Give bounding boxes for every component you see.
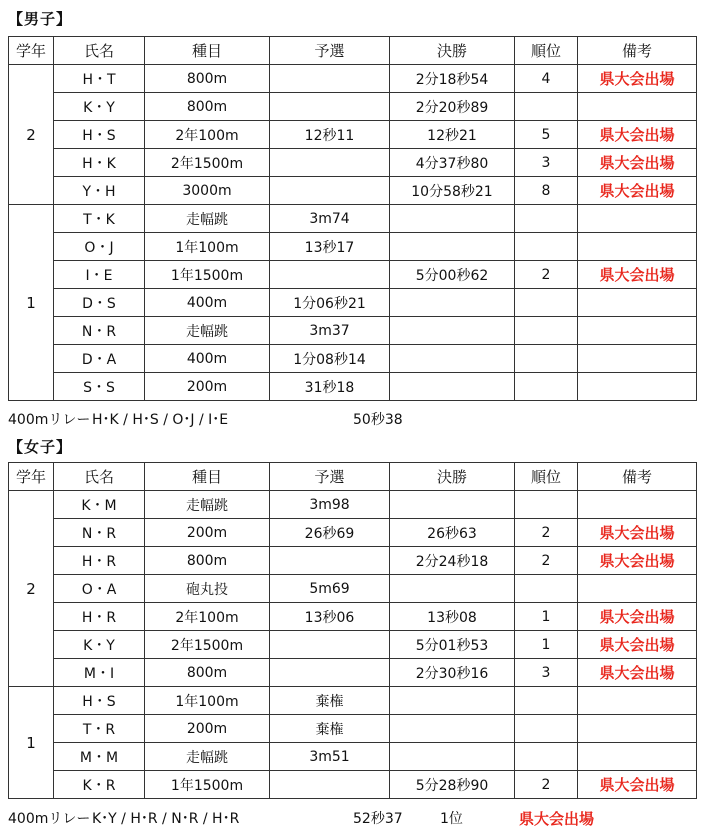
prelim-cell [270,93,390,121]
table-row [9,687,697,715]
name-cell: O・A [54,575,145,603]
event-cell: 砲丸投 [145,575,270,603]
rank-cell: 8 [515,177,578,205]
table-row [9,373,697,401]
table-row [9,603,697,631]
column-header: 順位 [515,463,578,491]
relay-note: 県大会出場 [519,810,595,828]
grade-cell: 1 [9,687,54,799]
final-cell: 5分28秒90 [390,771,515,799]
note-cell: 県大会出場 [578,631,697,659]
event-cell: 200m [145,373,270,401]
note-cell: 県大会出場 [578,177,697,205]
rank-cell [515,289,578,317]
column-header: 学年 [9,463,54,491]
rank-cell [515,317,578,345]
relay-rank: 1位 [440,811,463,827]
event-cell: 走幅跳 [145,491,270,519]
rank-cell [515,373,578,401]
note-cell: 県大会出場 [578,603,697,631]
table-row [9,519,697,547]
name-cell: N・R [54,317,145,345]
event-cell: 走幅跳 [145,317,270,345]
final-cell [390,743,515,771]
name-cell: M・I [54,659,145,687]
event-cell: 走幅跳 [145,205,270,233]
note-cell: 県大会出場 [578,659,697,687]
table-row [9,233,697,261]
final-cell: 5分00秒62 [390,261,515,289]
column-header: 学年 [9,37,54,65]
final-cell: 13秒08 [390,603,515,631]
table-row [9,121,697,149]
final-cell: 2分30秒16 [390,659,515,687]
event-cell: 800m [145,93,270,121]
final-cell [390,575,515,603]
name-cell: K・Y [54,93,145,121]
table-row [9,547,697,575]
rank-cell: 1 [515,603,578,631]
note-cell [578,715,697,743]
note-cell [578,233,697,261]
column-header: 予選 [270,37,390,65]
table-row [9,715,697,743]
prelim-cell: 棄権 [270,687,390,715]
table-row [9,631,697,659]
name-cell: H・S [54,687,145,715]
note-cell [578,345,697,373]
final-cell: 10分58秒21 [390,177,515,205]
column-header: 決勝 [390,37,515,65]
final-cell [390,491,515,519]
final-cell: 2分20秒89 [390,93,515,121]
rank-cell [515,205,578,233]
column-header: 備考 [578,463,697,491]
prelim-cell: 31秒18 [270,373,390,401]
final-cell: 2分18秒54 [390,65,515,93]
name-cell: K・Y [54,631,145,659]
boys-results-table [8,36,697,401]
note-cell: 県大会出場 [578,65,697,93]
note-cell: 県大会出場 [578,121,697,149]
table-row [9,491,697,519]
rank-cell: 3 [515,149,578,177]
note-cell [578,491,697,519]
table-row [9,205,697,233]
table-row [9,261,697,289]
table-row [9,177,697,205]
event-cell: 1年100m [145,687,270,715]
name-cell: Y・H [54,177,145,205]
final-cell [390,205,515,233]
table-row [9,149,697,177]
prelim-cell: 13秒17 [270,233,390,261]
relay-members: K･Y / H･R / N･R / H･R [92,811,240,827]
event-cell: 2年100m [145,121,270,149]
rank-cell [515,233,578,261]
event-cell: 2年1500m [145,631,270,659]
name-cell: H・T [54,65,145,93]
column-header: 氏名 [54,37,145,65]
rank-cell: 2 [515,519,578,547]
final-cell [390,289,515,317]
final-cell [390,345,515,373]
relay-members: H･K / H･S / O･J / I･E [92,412,229,428]
note-cell [578,575,697,603]
event-cell: 走幅跳 [145,743,270,771]
column-header: 決勝 [390,463,515,491]
event-cell: 1年1500m [145,771,270,799]
column-header: 種目 [145,37,270,65]
table-row [9,93,697,121]
name-cell: N・R [54,519,145,547]
event-cell: 800m [145,65,270,93]
event-cell: 200m [145,715,270,743]
note-cell [578,289,697,317]
name-cell: K・M [54,491,145,519]
table-row [9,771,697,799]
note-cell: 県大会出場 [578,261,697,289]
prelim-cell: 3m37 [270,317,390,345]
column-header: 予選 [270,463,390,491]
rank-cell: 2 [515,771,578,799]
event-cell: 400m [145,345,270,373]
name-cell: S・S [54,373,145,401]
final-cell [390,715,515,743]
note-cell: 県大会出場 [578,519,697,547]
prelim-cell: 12秒11 [270,121,390,149]
prelim-cell: 1分06秒21 [270,289,390,317]
table-row [9,289,697,317]
final-cell: 4分37秒80 [390,149,515,177]
prelim-cell [270,547,390,575]
relay-label: 400mリレー [8,811,91,827]
prelim-cell [270,261,390,289]
prelim-cell: 棄権 [270,715,390,743]
prelim-cell: 5m69 [270,575,390,603]
girls-results-table [8,462,697,799]
prelim-cell [270,65,390,93]
note-cell [578,205,697,233]
final-cell: 12秒21 [390,121,515,149]
boys-section-title: 【男子】 [8,10,73,28]
table-row [9,345,697,373]
grade-cell: 1 [9,205,54,401]
grade-cell: 2 [9,491,54,687]
rank-cell: 1 [515,631,578,659]
girls-section-title: 【女子】 [8,438,73,456]
final-cell [390,373,515,401]
final-cell: 5分01秒53 [390,631,515,659]
rank-cell: 4 [515,65,578,93]
event-cell: 800m [145,547,270,575]
note-cell: 県大会出場 [578,149,697,177]
final-cell [390,687,515,715]
event-cell: 1年1500m [145,261,270,289]
note-cell [578,317,697,345]
rank-cell [515,687,578,715]
column-header: 順位 [515,37,578,65]
name-cell: K・R [54,771,145,799]
prelim-cell: 26秒69 [270,519,390,547]
note-cell [578,93,697,121]
note-cell: 県大会出場 [578,771,697,799]
prelim-cell: 3m98 [270,491,390,519]
rank-cell [515,345,578,373]
rank-cell [515,93,578,121]
prelim-cell: 1分08秒14 [270,345,390,373]
header-row [9,37,697,65]
name-cell: H・R [54,547,145,575]
event-cell: 400m [145,289,270,317]
column-header: 備考 [578,37,697,65]
event-cell: 200m [145,519,270,547]
note-cell [578,743,697,771]
name-cell: I・E [54,261,145,289]
final-cell [390,317,515,345]
final-cell [390,233,515,261]
table-row [9,659,697,687]
prelim-cell [270,631,390,659]
prelim-cell [270,771,390,799]
event-cell: 3000m [145,177,270,205]
note-cell [578,373,697,401]
rank-cell [515,575,578,603]
prelim-cell [270,149,390,177]
name-cell: H・S [54,121,145,149]
name-cell: D・A [54,345,145,373]
event-cell: 2年100m [145,603,270,631]
column-header: 氏名 [54,463,145,491]
column-header: 種目 [145,463,270,491]
prelim-cell: 13秒06 [270,603,390,631]
event-cell: 2年1500m [145,149,270,177]
event-cell: 800m [145,659,270,687]
rank-cell [515,743,578,771]
relay-time: 50秒38 [353,412,403,428]
name-cell: T・R [54,715,145,743]
rank-cell [515,715,578,743]
rank-cell: 2 [515,547,578,575]
name-cell: H・K [54,149,145,177]
relay-label: 400mリレー [8,412,91,428]
prelim-cell [270,177,390,205]
table-row [9,65,697,93]
prelim-cell [270,659,390,687]
name-cell: O・J [54,233,145,261]
table-row [9,743,697,771]
name-cell: D・S [54,289,145,317]
final-cell: 26秒63 [390,519,515,547]
relay-time: 52秒37 [353,811,403,827]
header-row [9,463,697,491]
rank-cell [515,491,578,519]
prelim-cell: 3m51 [270,743,390,771]
rank-cell: 5 [515,121,578,149]
name-cell: T・K [54,205,145,233]
name-cell: M・M [54,743,145,771]
rank-cell: 2 [515,261,578,289]
rank-cell: 3 [515,659,578,687]
note-cell: 県大会出場 [578,547,697,575]
event-cell: 1年100m [145,233,270,261]
prelim-cell: 3m74 [270,205,390,233]
table-row [9,575,697,603]
grade-cell: 2 [9,65,54,205]
note-cell [578,687,697,715]
final-cell: 2分24秒18 [390,547,515,575]
table-row [9,317,697,345]
name-cell: H・R [54,603,145,631]
